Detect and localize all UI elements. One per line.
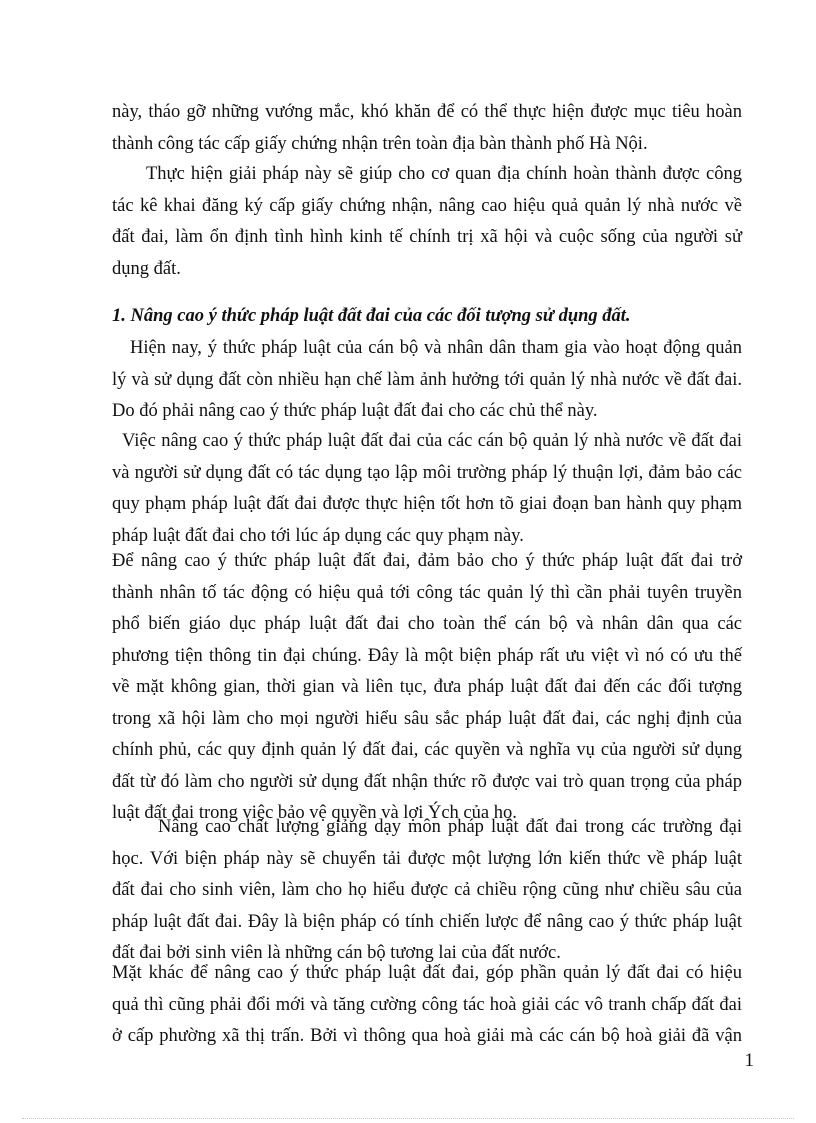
text-line: thành nhân tố tác động có hiệu quả tới công tác quản lý thì cần phải tuyên truyền	[112, 582, 742, 603]
paragraph-intro-continuation	[112, 97, 742, 160]
text-line: này, tháo gỡ những vướng mắc, khó khăn để có thể thực hiện được mục tiêu hoàn	[112, 102, 742, 122]
text-line: học. Với biện pháp này sẽ chuyển tải được một lượng lớn kiến thức về pháp luật	[112, 848, 742, 869]
text-line: và người sử dụng đất có tác dụng tạo lập môi trường pháp lý thuận lợi, đảm bảo các	[112, 462, 742, 483]
text-line: lý và sử dụng đất còn nhiều hạn chế làm ảnh hưởng tới quản lý nhà nước về đất đai.	[112, 369, 742, 390]
text-line: về mặt không gian, thời gian và liên tục, đưa pháp luật đất đai đến các đối tượng	[112, 677, 742, 697]
text-line: phương tiện thông tin đại chúng. Đây là một biện pháp rất ưu việt vì nó có ưu thế	[112, 645, 742, 666]
text-line: Nâng cao chất lượng giảng dạy môn pháp luật đất đai trong các trường đại	[158, 817, 742, 837]
text-line: Để nâng cao ý thức pháp luật đất đai, đảm bảo cho ý thức pháp luật đất đai trở	[112, 551, 742, 571]
text-line: luật đất đai trong việc bảo vệ quyền và lợi Ých của họ.	[112, 803, 517, 823]
text-line: phổ biến giáo dục pháp luật đất đai cho toàn thể cán bộ và nhân dân qua các	[112, 614, 742, 634]
text-line: tác kê khai đăng ký cấp giấy chứng nhận, nâng cao hiệu quả quản lý nhà nước về	[112, 195, 742, 216]
text-line: thành công tác cấp giấy chứng nhận trên toàn địa bàn thành phố Hà Nội.	[112, 133, 648, 154]
text-line: Do đó phải nâng cao ý thức pháp luật đất đai cho các chủ thể này.	[112, 401, 598, 421]
footer-divider	[22, 1118, 794, 1119]
text-line: Việc nâng cao ý thức pháp luật đất đai của các cán bộ quản lý nhà nước về đất đai	[122, 431, 742, 451]
text-line: Mặt khác để nâng cao ý thức pháp luật đất đai, góp phần quản lý đất đai có hiệu	[112, 963, 742, 983]
paragraph-university-teaching	[112, 812, 742, 970]
text-line: quy phạm pháp luật đất đai được thực hiện tốt hơn tõ giai đoạn ban hành quy phạm	[112, 494, 742, 514]
paragraph-mediation	[112, 958, 742, 1053]
paragraph-raising-awareness	[112, 426, 742, 552]
text-line: quả thì cũng phải đổi mới và tăng cường công tác hoà giải các vô tranh chấp đất đai	[112, 994, 742, 1015]
paragraph-propaganda	[112, 546, 742, 830]
page-number: 1	[744, 1050, 754, 1071]
text-line: đất đai cho sinh viên, làm cho họ hiểu được cả chiều rộng cũng như chiều sâu của	[112, 880, 742, 900]
text-line: đất đai bởi sinh viên là những cán bộ tương lai của đất nước.	[112, 943, 561, 963]
text-line: Thực hiện giải pháp này sẽ giúp cho cơ quan địa chính hoàn thành được công	[146, 164, 742, 184]
text-line: ở cấp phường xã thị trấn. Bởi vì thông qua hoà giải mà các cán bộ hoà giải đã vận	[112, 1026, 742, 1046]
text-line: pháp luật đất đai. Đây là biện pháp có tính chiến lược để nâng cao ý thức pháp luật	[112, 911, 742, 932]
text-line: Hiện nay, ý thức pháp luật của cán bộ và nhân dân tham gia vào hoạt động quản	[130, 338, 742, 358]
paragraph-solution-benefit	[112, 159, 742, 285]
text-line: đất đai, làm ổn định tình hình kinh tế chính trị xã hội và cuộc sống của người sử	[112, 227, 742, 247]
text-line: chính phủ, các quy định quản lý đất đai, các quyền và nghĩa vụ của người sử dụng	[112, 740, 742, 760]
paragraph-current-awareness	[112, 333, 742, 428]
section-heading: 1. Nâng cao ý thức pháp luật đất đai của các đối tượng sử dụng đất.	[112, 306, 631, 326]
text-line: trong xã hội làm cho mọi người hiểu sâu sắc pháp luật đất đai, các nghị định của	[112, 708, 742, 729]
text-line: đất từ đó làm cho người sử dụng đất nhận thức rõ được vai trò quan trọng của pháp	[112, 771, 742, 792]
text-line: pháp luật đất đai cho tới lúc áp dụng các quy phạm này.	[112, 525, 524, 546]
text-line: dụng đất.	[112, 258, 181, 279]
